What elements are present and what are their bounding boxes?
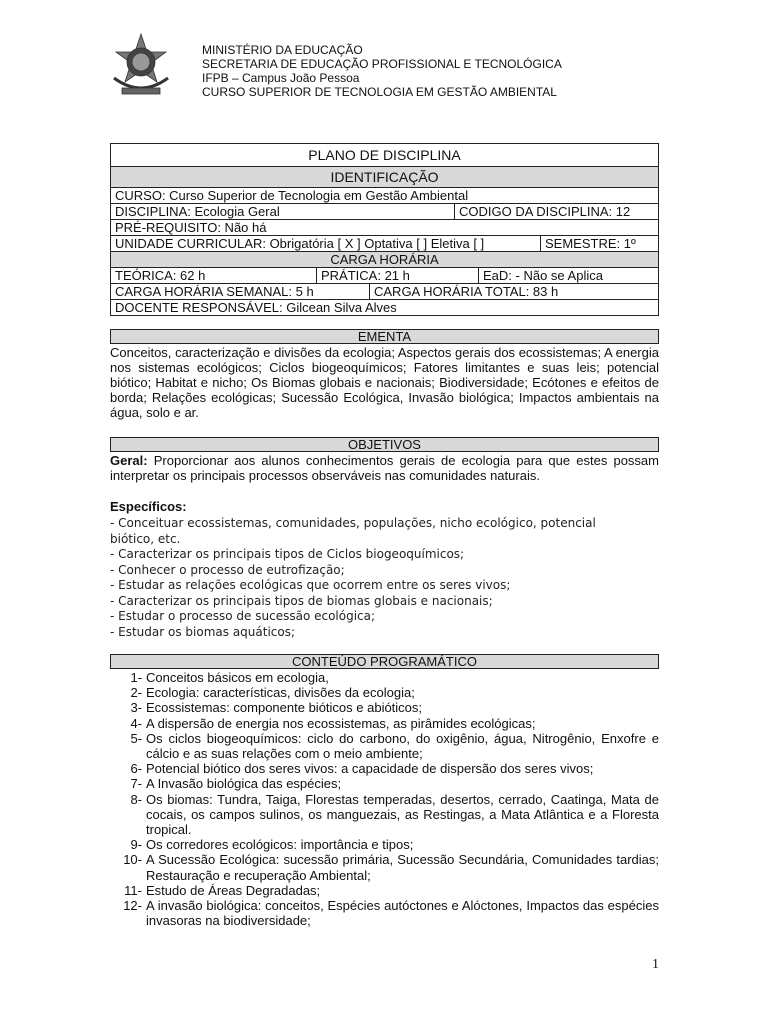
identificacao-row	[111, 167, 658, 188]
especifico-item: - Estudar os biomas aquáticos;	[110, 624, 296, 639]
especifico-item: - Caracterizar os principais tipos de Ciclos biogeoquímicos;	[110, 547, 465, 561]
item-number: 2-	[130, 685, 142, 701]
disciplina-cell: DISCIPLINA: Ecologia Geral	[115, 204, 280, 219]
conteudo-item	[110, 792, 659, 838]
item-number: 3-	[130, 700, 142, 716]
item-text: A dispersão de energia nos ecossistemas, as pirâmides ecológicas;	[146, 715, 536, 731]
codigo-cell: CODIGO DA DISCIPLINA: 12	[454, 204, 658, 219]
conteudo-item	[110, 716, 659, 731]
prerequisito-row	[111, 220, 658, 236]
unidade-cell: UNIDADE CURRICULAR: Obrigatória [ X ] Optativa [ ] Eletiva [ ]	[115, 236, 485, 251]
conteudo-item	[110, 837, 659, 852]
conteudo-item	[110, 700, 659, 715]
item-number: 1-	[130, 670, 142, 685]
item-text: Os ciclos biogeoquímicos: ciclo do carbono, do oxigênio, água, Nitrogênio, Enxofre e cálcio e as suas relações com o meio ambiente;	[146, 730, 659, 762]
total-cell: CARGA HORÁRIA TOTAL: 83 h	[369, 284, 658, 299]
conteudo-list	[110, 670, 659, 928]
item-number: 4-	[130, 715, 142, 731]
conteudo-item	[110, 852, 659, 882]
carga-semanal-row	[111, 284, 658, 300]
conteudo-item	[110, 898, 659, 928]
ementa-text: Conceitos, caracterização e divisões da ecologia; Aspectos gerais dos ecossistemas; A energia nos sistemas ecológicos; Ciclos biogeoquímicos; Fatores limitantes e suas leis; potencial biótico; Habitat e nicho; Os Biomas globais e nacionais; Biodiversidade; Ecótones e efeitos de borda; Relações ecológicas; Sucessão Ecológica, Invasão biológica; Impactos ambientais na água, solo e ar.	[110, 345, 659, 420]
curso-row	[111, 188, 658, 204]
especifico-item: - Conhecer o processo de eutrofização;	[110, 562, 345, 577]
semanal-cell: CARGA HORÁRIA SEMANAL: 5 h	[115, 284, 314, 299]
item-number: 11-	[124, 882, 142, 898]
item-text: Estudo de Áreas Degradadas;	[146, 882, 321, 898]
docente-row	[111, 300, 658, 315]
prerequisito-cell: PRÉ-REQUISITO: Não há	[115, 220, 267, 235]
plano-table	[110, 143, 659, 316]
brasao-emblem	[108, 32, 174, 102]
conteudo-item	[110, 776, 659, 791]
carga-row	[111, 268, 658, 284]
semestre-cell: SEMESTRE: 1º	[540, 236, 658, 251]
especifico-item: - Estudar as relações ecológicas que ocorrem entre os seres vivos;	[110, 578, 511, 592]
item-number: 12-	[123, 898, 142, 914]
objetivo-geral	[110, 453, 659, 483]
especificos-label: Específicos:	[110, 499, 187, 514]
item-text: Potencial biótico dos seres vivos: a capacidade de dispersão dos seres vivos;	[146, 761, 594, 777]
item-number: 5-	[130, 730, 142, 746]
item-number: 9-	[130, 837, 142, 853]
objetivos-heading: OBJETIVOS	[110, 437, 659, 452]
identificacao-title: IDENTIFICAÇÃO	[330, 169, 439, 185]
curso-cell: CURSO: Curso Superior de Tecnologia em Gestão Ambiental	[115, 188, 469, 203]
geral-text: Proporcionar aos alunos conhecimentos gerais de ecologia para que estes possam interpretar os principais processos observáveis nas comunidades naturais.	[110, 453, 659, 483]
item-number: 7-	[130, 776, 142, 792]
item-text: Os corredores ecológicos: importância e tipos;	[146, 837, 414, 853]
item-text: A Invasão biológica das espécies;	[146, 776, 342, 792]
ementa-heading: EMENTA	[110, 329, 659, 344]
disciplina-row	[111, 204, 658, 220]
especifico-item: - Estudar o processo de sucessão ecológica;	[110, 609, 376, 623]
ead-cell: EaD: - Não se Aplica	[478, 268, 658, 283]
conteudo-heading: CONTEÚDO PROGRAMÁTICO	[110, 654, 659, 669]
item-number: 10-	[123, 852, 142, 868]
page-number: 1	[652, 957, 659, 972]
item-number: 8-	[130, 791, 142, 807]
institution-header	[202, 43, 562, 99]
unidade-row	[111, 236, 658, 252]
carga-title-row	[111, 252, 658, 268]
item-text: Os biomas: Tundra, Taiga, Florestas temperadas, desertos, cerrado, Caatinga, Mata de cocais, os campos sulinos, os manguezais, as Restingas, a Mata Atlântica e a Floresta tropical.	[146, 791, 659, 838]
plano-title-row	[111, 144, 658, 167]
item-text: Ecossistemas: componente bióticos e abióticos;	[146, 700, 423, 716]
header-line: IFPB – Campus João Pessoa	[202, 71, 360, 85]
conteudo-item	[110, 883, 659, 898]
conteudo-item	[110, 670, 659, 685]
header-line: MINISTÉRIO DA EDUCAÇÃO	[202, 43, 363, 57]
item-text: A invasão biológica: conceitos, Espécies autóctones e Alóctones, Impactos das espécies invasoras na biodiversidade;	[146, 898, 659, 929]
especifico-item: - Caracterizar os principais tipos de biomas globais e nacionais;	[110, 593, 493, 608]
item-text: Ecologia: características, divisões da ecologia;	[146, 685, 415, 701]
header-line: SECRETARIA DE EDUCAÇÃO PROFISSIONAL E TECNOLÓGICA	[202, 57, 562, 71]
geral-label: Geral:	[110, 453, 148, 468]
header-line: CURSO SUPERIOR DE TECNOLOGIA EM GESTÃO AMBIENTAL	[202, 85, 557, 99]
especifico-item: - Conceituar ecossistemas, comunidades, populações, nicho ecológico, potencial	[110, 516, 596, 530]
especifico-item: biótico, etc.	[110, 531, 181, 546]
conteudo-item	[110, 685, 659, 700]
pratica-cell: PRÁTICA: 21 h	[316, 268, 478, 283]
item-text: Conceitos básicos em ecologia,	[146, 670, 329, 685]
teorica-cell: TEÓRICA: 62 h	[115, 268, 206, 283]
docente-cell: DOCENTE RESPONSÁVEL: Gilcean Silva Alves	[115, 300, 397, 315]
item-text: A Sucessão Ecológica: sucessão primária, Sucessão Secundária, Comunidades tardias; Restauração e recuperação Ambiental;	[146, 852, 659, 883]
conteudo-item	[110, 731, 659, 761]
conteudo-item	[110, 761, 659, 776]
item-number: 6-	[130, 761, 142, 777]
carga-title: CARGA HORÁRIA	[330, 252, 439, 267]
plano-title: PLANO DE DISCIPLINA	[308, 147, 461, 163]
especificos-list	[110, 516, 659, 640]
